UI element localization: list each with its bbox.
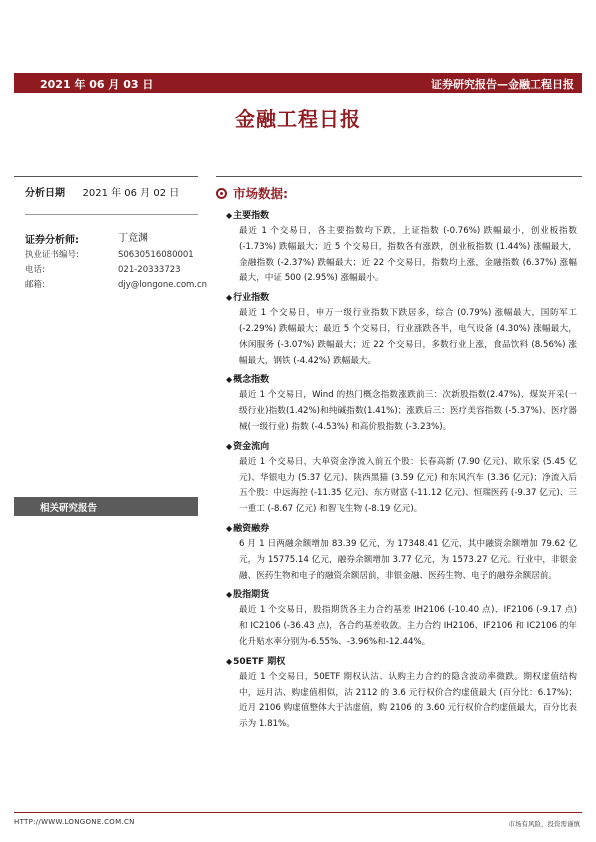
arrow-icon: ◆ [226, 441, 233, 451]
arrow-icon: ◆ [226, 523, 233, 533]
analysis-date [25, 184, 179, 199]
section-industry-index [226, 290, 577, 369]
target-icon [216, 188, 227, 199]
section-body: 6 月 1 日两融余额增加 83.39 亿元，为 17348.41 亿元，其中融资余额增加 79.62 亿元，为 15775.14 亿元，融券余额增加 3.77 亿元，为 1573.27 亿元。行业中，非银金融、医药生物和电子的融资余额居前，非银金融、医药生物、电子的融券余额居前。 [239, 538, 577, 581]
section-index-futures [226, 587, 577, 650]
section-margin-trading [226, 521, 577, 584]
section-body: 最近 1 个交易日，申万一级行业指数下跌居多，综合 (0.79%) 涨幅最大，国防军工 (-2.29%) 跌幅最大；最近 5 个交易日，行业涨跌各半，电气设备 (4.30%) 涨幅最大，休闲服务 (-3.07%) 跌幅最大；近 22 个交易日，多数行业上涨，食品饮料 (8.56%) 涨幅最大，钢铁 (-4.42%) 跌幅最大。 [239, 308, 577, 366]
arrow-icon: ◆ [226, 375, 233, 385]
section-title: 50ETF 期权 [233, 656, 286, 667]
phone-value: 021-20333723 [118, 265, 181, 275]
section-concept-index [226, 372, 577, 435]
arrow-icon: ◆ [226, 293, 233, 303]
market-data-heading [216, 184, 288, 202]
main-top-rule [216, 176, 582, 177]
section-title: 主要指数 [233, 211, 270, 221]
sidebar-divider [25, 214, 198, 215]
analysis-date-label: 分析日期 [25, 188, 65, 199]
market-content [226, 208, 577, 736]
section-capital-flow [226, 439, 577, 518]
license-label: 执业证书编号: [25, 250, 79, 260]
section-title: 概念指数 [233, 375, 270, 386]
phone-label: 电话: [25, 265, 45, 275]
related-reports-bar: 相关研究报告 [14, 497, 198, 516]
arrow-icon: ◆ [226, 590, 233, 600]
report-header-bar [14, 73, 582, 93]
report-date: 2021 年 06 月 03 日 [40, 78, 154, 91]
section-50etf-options [226, 654, 577, 733]
email-value: djy@longone.com.cn [118, 280, 208, 290]
section-title: 股指期货 [233, 590, 270, 601]
footer-disclaimer: 市场有风险，投资需谨慎 [508, 820, 580, 828]
report-series: 证券研究报告—金融工程日报 [431, 78, 574, 91]
section-body: 最近 1 个交易日，大单资金净流入前五个股：长春高新 (7.90 亿元)、欧乐家 (5.45 亿元)、华银电力 (5.37 亿元)、陕西黑猫 (3.59 亿元) 和东风汽车 (3.36 亿元)；净流入后五个股：中远海控 (-11.35 亿元)、东方财富 (-11.12 亿元)、恒瑞医药 (-9.37 亿元)、三一重工 (-8.67 亿元) 和智飞生物 (-8.19 亿元)。 [239, 456, 577, 515]
arrow-icon: ◆ [226, 656, 233, 666]
analysis-date-value: 2021 年 06 月 02 日 [82, 188, 180, 199]
sidebar-top-rule [14, 176, 198, 177]
analyst-label: 证券分析师: [25, 235, 79, 246]
license-value: S0630516080001 [118, 250, 194, 260]
section-body: 最近 1 个交易日，Wind 的热门概念指数涨跌前三：次新股指数(2.47%)、煤炭开采(一级行业)指数(1.42%)和纯碱指数(1.41%)；涨跌后三：医疗美容指数 (-5.37%)、医疗器械(一级行业) 指数 (-4.53%) 和高价股指数 (-3.23%)。 [239, 390, 577, 432]
page-title: 金融工程日报 [235, 107, 361, 131]
section-title: 资金流向 [233, 441, 270, 452]
section-main-index [226, 208, 577, 287]
analyst-name: 丁竞渊 [118, 233, 148, 244]
footer-url[interactable]: HTTP://WWW.LONGONE.COM.CN [14, 818, 135, 826]
section-body: 最近 1 个交易日，股指期货各主力合约基差 IH2106 (-10.40 点)、IF2106 (-9.17 点) 和 IC2106 (-36.43 点)，各合约基差收敛。主力合约 IH2106、IF2106 和 IC2106 的年化升贴水率分别为-6.55%、-3.96%和-12.44%。 [239, 605, 577, 647]
email-label: 邮箱: [25, 280, 45, 290]
section-title: 融资融券 [233, 523, 270, 534]
market-data-heading-text: 市场数据: [233, 186, 288, 201]
section-body: 最近 1 个交易日，各主要指数均下跌，上证指数 (-0.76%) 跌幅最小，创业板指数 (-1.73%) 跌幅最大；近 5 个交易日，指数各有涨跌，创业板指数 (1.44%) 涨幅最大，金融指数 (-2.37%) 跌幅最大；近 22 个交易日，指数均上涨，金融指数 (6.37%) 涨幅最大，中证 500 (2.95%) 涨幅最小。 [239, 226, 577, 284]
section-body: 最近 1 个交易日，50ETF 期权认沽、认购主力合约的隐含波动率微跌。期权虚值结构中，远月沽、购虚值相似，沽 2112 的 3.6 元行权价合约虚值最大 (百分比：6.17%)；近月 2106 购虚值整体大于沽虚值，购 2106 的 3.60 元行权价合约虚值最大，百分比表示为 1.81%。 [239, 671, 577, 730]
section-title: 行业指数 [233, 293, 270, 304]
footer-rule [14, 812, 582, 813]
arrow-icon: ◆ [226, 211, 233, 220]
